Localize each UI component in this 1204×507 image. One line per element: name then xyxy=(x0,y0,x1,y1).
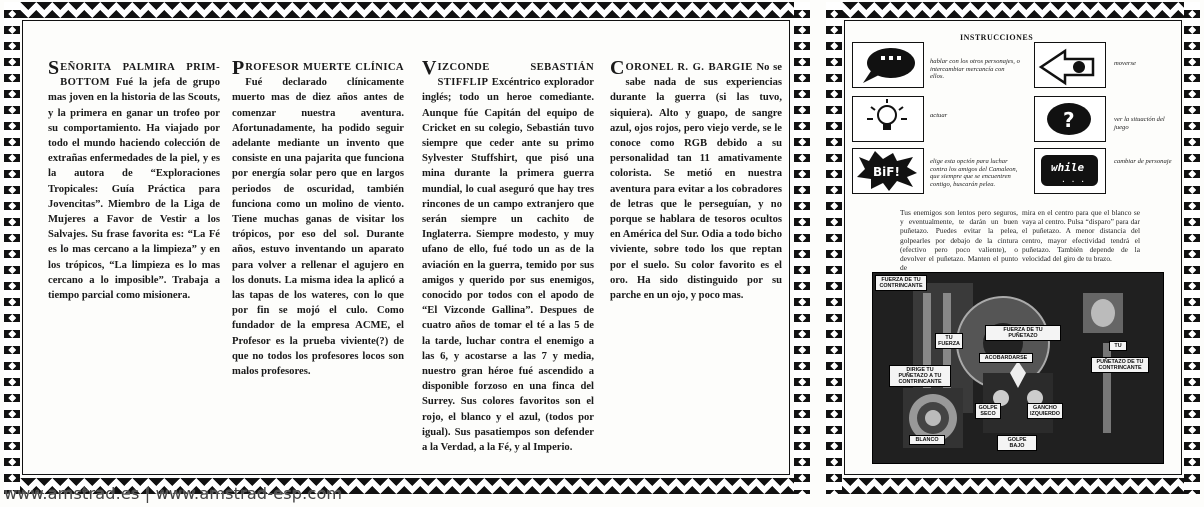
drop-cap: C xyxy=(610,57,625,79)
character-stifflip xyxy=(422,57,594,455)
instruction-text: elige esta opción para luchar contra los amigos del Camaleon, que siempre que se encuentren contigo, buscarán pelea. xyxy=(930,158,1018,188)
watermark: www.amstrad.es | www.amstrad-esp.com xyxy=(4,484,343,503)
bif-icon xyxy=(852,148,924,194)
svg-text:. . .: . . . xyxy=(1061,175,1086,184)
label-golpe-seco: GOLPE SECO xyxy=(975,403,1001,419)
bif-label: BiF! xyxy=(873,165,900,179)
label-tu-fuerza: TU FUERZA xyxy=(935,333,963,349)
drop-cap: S xyxy=(48,57,60,79)
character-bio: Fué la jefa de grupo mas joven en la historia de las Scouts, y la primera en ganar un trofeo por su comportamiento. Ha viajado por todo el mundo haciendo colección de extrañas enfermedades de la piel, y es la autora de “Exploraciones Tropicales: Guía Práctica para Jovencitas”. Miembro de la Liga de Mujeres a Favor de Vestir a los Salvajes. Su frase favorita es: “La Fé es lo mas cercano a la limpieza” y en los trópicos, “La limpieza es lo mas cercano a lo imposible”. Trabaja a tiempo parcial como misionera. xyxy=(48,77,220,302)
instructions-title: INSTRUCCIONES xyxy=(960,33,1034,42)
game-screenshot xyxy=(872,272,1164,464)
label-dirige: DIRIGE TU PUÑETAZO A TU CONTRINCANTE xyxy=(889,365,951,387)
character-name: ORONEL R. G. BARGIE xyxy=(625,62,753,73)
lightbulb-icon xyxy=(852,96,924,142)
combat-help-right: mira en el centro para que el blanco se vaya al centro. Pulsa “disparo” para dar el puñetazo. A menor distancia del centro, mayor efectividad tendrá el puñetazo. También depende de la velocidad del giro de tu brazo. xyxy=(1022,208,1140,264)
drop-cap: V xyxy=(422,57,437,79)
instruction-text: hablar con los otros personajes, o intercambiar mercancía con ellos. xyxy=(930,58,1020,80)
label-fuerza-contrincante: FUERZA DE TU CONTRINCANTE xyxy=(875,275,927,291)
label-gancho: GANCHO IZQUIERDO xyxy=(1027,403,1063,419)
character-bio: No se sabe nada de sus experiencias durante la guerra (si las tuvo, siquiera). Alto y guapo, de sangre azul, ojos rojos, pero viejo verde, se le conoce como RGB debido a su personalidad tan 11 amativamente colorista. Se metió en nuestra aventura para evitar a los cobradores de letras que le perseguían, y no porque se hablara de tesoros ocultos en América del Sur. Odia a todo bicho viviente, sobre todo los que reptan por el suelo. Su color favorito es el oro. Ha sido distinguido por su parche en un ojo, y poco mas. xyxy=(610,62,783,302)
label-blanco: BLANCO xyxy=(909,435,945,445)
character-muerte-clinica xyxy=(232,57,404,379)
character-name: ROFESOR MUERTE CLÍNICA xyxy=(245,62,404,73)
instruction-text: actuar xyxy=(930,112,948,119)
label-acobardarse: ACOBARDARSE xyxy=(979,353,1033,363)
instruction-text: cambiar de personaje xyxy=(1114,158,1172,165)
drop-cap: P xyxy=(232,57,245,79)
label-tu: TU xyxy=(1109,341,1127,351)
fist-icon xyxy=(1034,42,1106,88)
instruction-text: ver la situación del juego xyxy=(1114,116,1165,131)
question-icon xyxy=(1034,96,1106,142)
character-bargie xyxy=(610,57,783,303)
while-label: while xyxy=(1051,161,1085,174)
character-name: EÑORITA PALMIRA PRIM-BOTTOM xyxy=(60,62,220,89)
while-icon xyxy=(1034,148,1106,194)
label-golpe-bajo: GOLPE BAJO xyxy=(997,435,1037,451)
character-bio: Fué declarado clínicamente muerto mas de diez años antes de comenzar nuestra aventura. Afortunadamente, ha podido seguir adelante mediante un invento que consiste en una pajarita que funciona por energía solar pero que en largos periodos de oscuridad, también funciona como un molino de viento. Tiene muchas ganas de visitar los trópicos, por eso del sol. Durante años, estuvo inventando un aparato para volver a rellenar el agujero en los donuts. La misma idea la aplicó a las tapas de los wateres, con lo que por fin se mojó el culo. Como fundador de la empresa ACME, el Profesor es la prueba viviente(?) de que no todos los profesores locos son malos profesores. xyxy=(232,77,404,378)
character-name: IZCONDE SEBASTIÁN STIFFLIP xyxy=(437,62,594,89)
speech-bubble-icon xyxy=(852,42,924,88)
label-punetazo-contrincante: PUÑETAZO DE TU CONTRINCANTE xyxy=(1091,357,1149,373)
combat-help-left: Tus enemigos son lentos pero seguros, y eventualmente, te darán un buen puñetazo. Puedes evitar la pelea, golpearles por debajo de la cintura (efectivo pero poco valiente), o devolver el puñetazo. Manten el punto de xyxy=(900,208,1018,273)
character-palmira xyxy=(48,57,220,303)
svg-text:?: ? xyxy=(1063,108,1075,132)
label-fuerza-punetazo: FUERZA DE TU PUÑETAZO xyxy=(985,325,1061,341)
character-bio: Excéntrico explorador inglés; todo un heroe comediante. Aunque fúe Capitán del equipo de Cricket en su colegio, Sebastián tuvo siempre que ceder ante su primo Sylvester Stuffshirt, que pisó una mina durante la primera guerra mundial, lo cual aseguró que hay tres rincones de un campo extranjero que serán siempre un cachito de Inglaterra. Siempre modesto, y muy ufano de ello, fué todo un as de la aviación en la guerra, temido por sus amigos y querido por sus enemigos, conocido por todos con el apodo de “El Vizconde Gallina”. Despues de cuatro años de tomar el té a las 5 de la tarde, luchar contra el enemigo a las 6, y acostarse a las 7 y media, nuestro gran héroe fué ascendido a disponible forzoso en una finca del Surrey. Sus colores favoritos son el rojo, el blanco y el azul, (todos por igual). Sus pasatiempos son defender a la Verdad, a la Fé, y al Imperio. xyxy=(422,77,594,454)
instruction-text: moverse xyxy=(1114,60,1136,67)
